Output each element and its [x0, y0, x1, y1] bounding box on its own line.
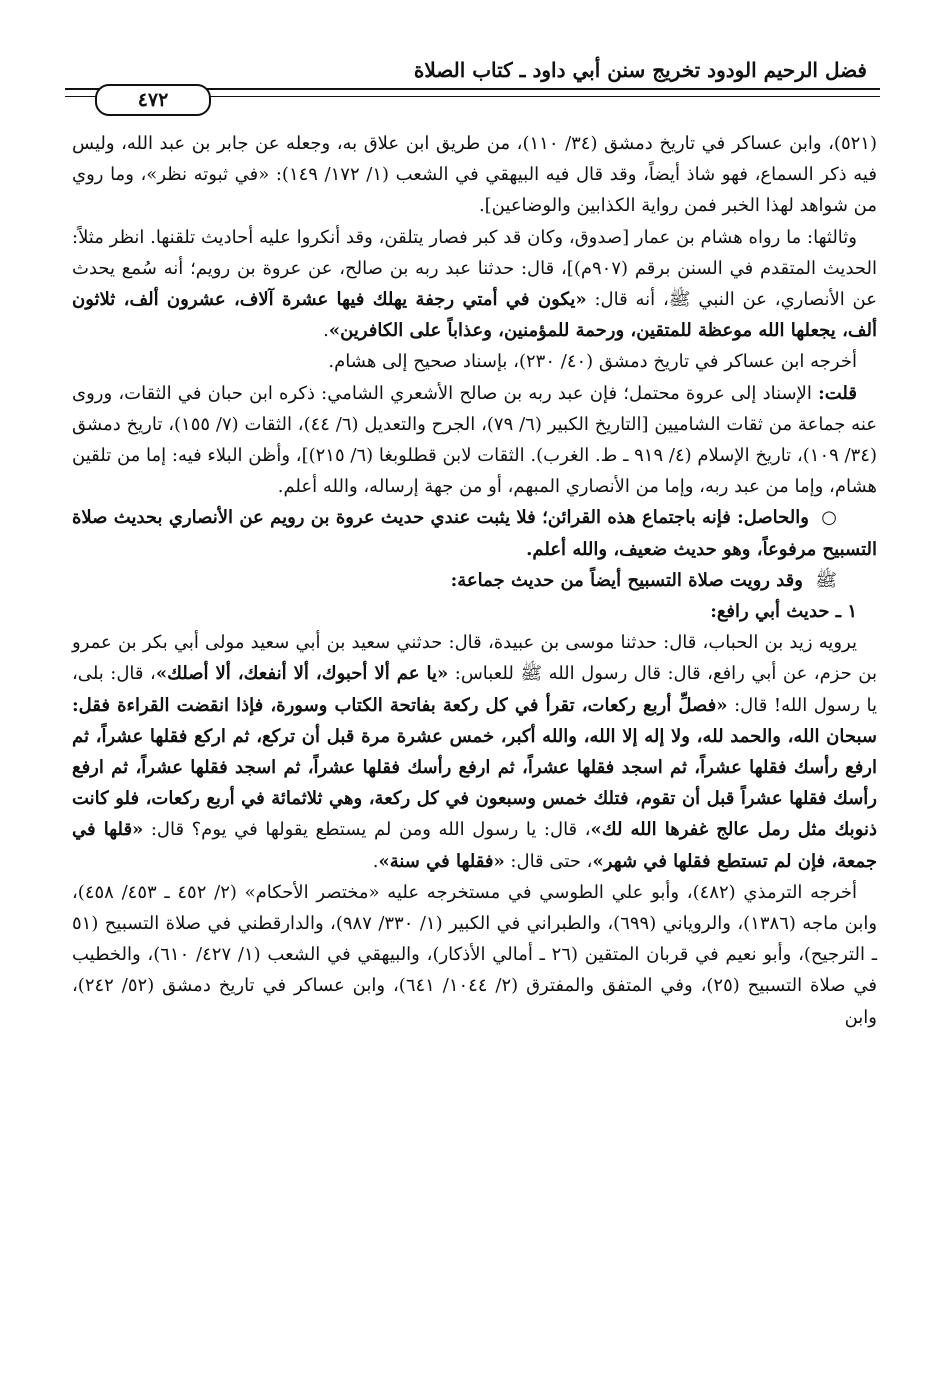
section-heading: ١ ـ حديث أبي رافع: [710, 601, 857, 623]
page-number-badge: ٤٧٢ [95, 84, 211, 116]
circle-bullet-icon: ○ [821, 507, 837, 529]
honorific-glyph-icon: ﷺ [815, 569, 837, 591]
paragraph: أخرجه الترمذي (٤٨٢)، وأبو علي الطوسي في مستخرجه عليه «مختصر الأحكام» (٢/ ٤٥٢ ـ ٤٥٣/ ٤٥٨)، وابن ماجه (١٣٨٦)، والروياني (٦٩٩)، والطبراني في الكبير (١/ ٣٣٠/ ٩٨٧)، والدارقطني في صلاة التسبيح (٥١ ـ الترجيح)، وأبو نعيم في قربان المتقين (٢٦ ـ أمالي الأذكار)، والبيهقي في الشعب (١/ ٤٢٧/ ٦١٠)، والخطيب في صلاة التسبيح (٢٥)، وفي المتفق والمفترق (٢/ ١٠٤٤/ ٦٤١)، وابن عساكر في تاريخ دمشق (٥٢/ ٢٤٢)، وابن [72, 881, 878, 1028]
note-label: قلت: [818, 382, 857, 404]
conclusion-paragraph: ○ والحاصل: فإنه باجتماع هذه القرائن؛ فلا يثبت عندي حديث عروة بن رويم عن الأنصاري بحديث صلاة التسبيح مرفوعاً، وهو حديث ضعيف، والله أعلم. [72, 502, 877, 564]
paragraph: يرويه زيد بن الحباب، قال: حدثنا موسى بن عبيدة، قال: حدثني سعيد بن أبي سعيد مولى أبي بكر بن عمرو بن حزم، عن أبي رافع، قال: قال رسول الله ﷺ للعباس: «يا عم ألا أحبوك، ألا أنفعك، ألا أصلك»، قال: بلى، يا رسول الله! قال: «فصلِّ أربع ركعات، تقرأ في كل ركعة بفاتحة الكتاب وسورة، فإذا انقضت القراءة فقل: سبحان الله، والحمد لله، ولا إله إلا الله، والله أكبر، خمس عشرة مرة قبل أن تركع، ثم اركع فقلها عشراً، ثم ارفع رأسك فقلها عشراً، ثم اسجد فقلها عشراً، ثم ارفع رأسك فقلها عشراً، ثم اسجد فقلها عشراً، ثم ارفع رأسك فقلها عشراً قبل أن تقوم، فتلك خمس وسبعون في كل ركعة، وهي ثلاثمائة في أربع ركعات، فلو كانت ذنوبك مثل رمل عالج غفرها الله لك»، قال: يا رسول الله ومن لم يستطع يقولها في يوم؟ قال: «قلها في جمعة، فإن لم تستطع فقلها في شهر»، حتى قال: «فقلها في سنة». [72, 632, 878, 872]
hadith-text: «يكون في أمتي رجفة يهلك فيها عشرة آلاف، عشرون ألف، ثلاثون ألف، يجعلها الله موعظة للمتقين، ورحمة للمؤمنين، وعذاباً على الكافرين» [72, 289, 877, 342]
paragraph: (٥٢١)، وابن عساكر في تاريخ دمشق (٣٤/ ١١٠)، من طريق ابن علاق به، وجعله عن جابر بن عبد الله، وليس فيه ذكر السماع، فهو شاذ أيضاً، وقد قال فيه البيهقي في الشعب (١/ ١٧٢/ ١٤٩): «في ثبوته نظر»، وما روي من شواهد لهذا الخبر فمن رواية الكذابين والوضاعين]. [72, 133, 877, 217]
running-header-title: فضل الرحيم الودود تخريج سنن أبي داود ـ كتاب الصلاة [413, 58, 867, 82]
body-text [72, 128, 877, 1033]
paragraph: قلت: الإسناد إلى عروة محتمل؛ فإن عبد ربه بن صالح الأشعري الشامي: ذكره ابن حبان في الثقات، وروى عنه جماعة من ثقات الشاميين [التاريخ الكبير (٦/ ٧٩)، الجرح والتعديل (٦/ ٤٤)، الثقات (٧/ ١٥٥)، تاريخ دمشق (٣٤/ ١٠٩)، تاريخ الإسلام (٤/ ٩١٩ ـ ط. الغرب). الثقات لابن قطلوبغا (٦/ ٢١٥)]، وأظن البلاء فيه: إما من تلقين هشام، وإما من عبد ربه، وإما من الأنصاري المبهم، أو من جهة إرساله، والله أعلم. [72, 382, 877, 498]
section-intro: ﷺ وقد رويت صلاة التسبيح أيضاً من حديث جماعة: [72, 565, 877, 596]
paragraph: أخرجه ابن عساكر في تاريخ دمشق (٤٠/ ٢٣٠)، بإسناد صحيح إلى هشام. [328, 351, 857, 373]
paragraph: وثالثها: ما رواه هشام بن عمار [صدوق، وكان قد كبر فصار يتلقن، وقد أنكروا عليه أحاديث تلقنها. انظر مثلاً: الحديث المتقدم في السنن برقم (٩٠٧م)]، قال: حدثنا عبد ربه بن صالح، عن عروة بن رويم؛ أنه سُمع يحدث عن الأنصاري، عن النبي ﷺ، أنه قال: «يكون في أمتي رجفة يهلك فيها عشرة آلاف، عشرون ألف، ثلاثون ألف، يجعلها الله موعظة للمتقين، ورحمة للمؤمنين، وعذاباً على الكافرين». [72, 226, 878, 342]
